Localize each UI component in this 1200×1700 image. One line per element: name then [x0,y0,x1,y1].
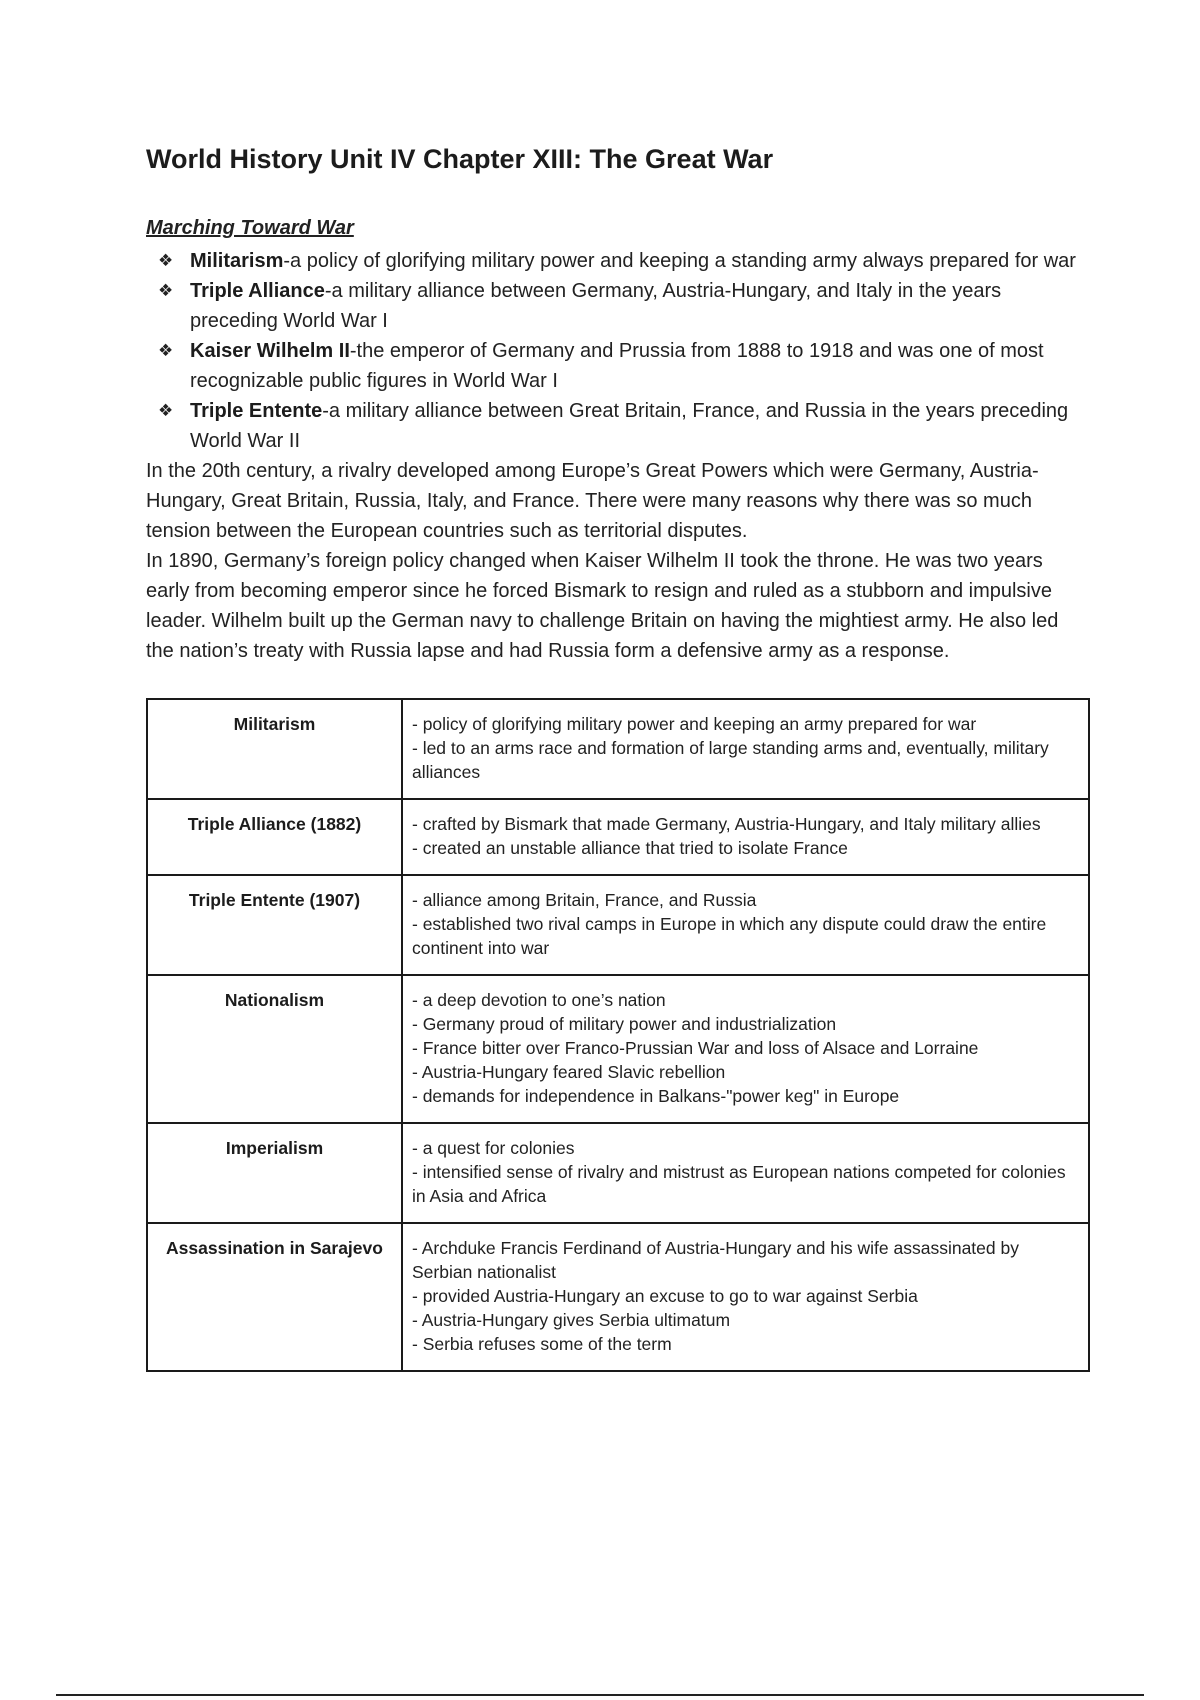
description-line: - Austria-Hungary feared Slavic rebellion [412,1062,726,1082]
description-line: - a quest for colonies [412,1138,575,1158]
table-term-cell: Assassination in Sarajevo [147,1223,402,1371]
description-line: - established two rival camps in Europe in which any dispute could draw the entire continent into war [412,914,1047,958]
list-item [158,396,1090,456]
table-description-cell [402,875,1089,975]
term-name: Kaiser Wilhelm II [190,340,350,362]
description-line: - led to an arms race and formation of large standing arms and, eventually, military alliances [412,738,1049,782]
description-line: - policy of glorifying military power and keeping an army prepared for war [412,714,977,734]
description-line: - demands for independence in Balkans-"power keg" in Europe [412,1086,900,1106]
table-description-cell [402,799,1089,875]
table-term-cell: Nationalism [147,975,402,1123]
list-item [158,246,1090,276]
description-line: - France bitter over Franco-Prussian War and loss of Alsace and Lorraine [412,1038,979,1058]
diamond-bullet-icon: ❖ [158,251,174,270]
term-definition: -a military alliance between Great Britain, France, and Russia in the years preceding World War II [190,400,1069,452]
diamond-bullet-icon: ❖ [158,281,174,300]
description-line: - crafted by Bismark that made Germany, Austria-Hungary, and Italy military allies [412,814,1041,834]
table-row [147,699,1089,799]
description-line: - Archduke Francis Ferdinand of Austria-Hungary and his wife assassinated by Serbian nationalist [412,1238,1019,1282]
body-paragraph: In 1890, Germany’s foreign policy changed when Kaiser Wilhelm II took the throne. He was two years early from becoming emperor since he forced Bismark to resign and ruled as a stubborn and impulsive leader. Wilhelm built up the German navy to challenge Britain on having the mightiest army. He also led the nation’s treaty with Russia lapse and had Russia form a defensive army as a response. [146,550,1059,662]
section-heading: Marching Toward War [146,217,354,239]
diamond-bullet-icon: ❖ [158,401,174,420]
description-line: - created an unstable alliance that tried to isolate France [412,838,848,858]
table-term-cell: Triple Alliance (1882) [147,799,402,875]
description-line: - intensified sense of rivalry and mistrust as European nations competed for colonies in Asia and Africa [412,1162,1066,1206]
diamond-bullet-icon: ❖ [158,341,174,360]
description-line: - Serbia refuses some of the term [412,1334,672,1354]
table-description-cell [402,1123,1089,1223]
table-row [147,1223,1089,1371]
causes-table [146,698,1090,1372]
list-item [158,336,1090,396]
term-name: Militarism [190,250,284,272]
page-title: World History Unit IV Chapter XIII: The Great War [146,144,774,174]
description-line: - Germany proud of military power and industrialization [412,1014,837,1034]
footer-divider [56,1694,1144,1696]
term-name: Triple Alliance [190,280,325,302]
table-term-cell: Imperialism [147,1123,402,1223]
table-row [147,875,1089,975]
description-line: - provided Austria-Hungary an excuse to go to war against Serbia [412,1286,918,1306]
table-row [147,975,1089,1123]
description-line: - alliance among Britain, France, and Russia [412,890,757,910]
term-list [146,246,1090,456]
list-item [158,276,1090,336]
table-term-cell: Triple Entente (1907) [147,875,402,975]
term-definition: -a military alliance between Germany, Austria-Hungary, and Italy in the years preceding World War I [190,280,1002,332]
table-description-cell [402,699,1089,799]
term-definition: -the emperor of Germany and Prussia from 1888 to 1918 and was one of most recognizable public figures in World War I [190,340,1044,392]
description-line: - Austria-Hungary gives Serbia ultimatum [412,1310,731,1330]
term-definition: -a policy of glorifying military power and keeping a standing army always prepared for war [283,250,1076,272]
table-term-cell: Militarism [147,699,402,799]
body-paragraph: In the 20th century, a rivalry developed among Europe’s Great Powers which were Germany, Austria-Hungary, Great Britain, Russia, Italy, and France. There were many reasons why there was so much tension between the European countries such as territorial disputes. [146,460,1039,542]
table-row [147,1123,1089,1223]
table-row [147,799,1089,875]
description-line: - a deep devotion to one’s nation [412,990,666,1010]
term-name: Triple Entente [190,400,323,422]
table-description-cell [402,975,1089,1123]
document-page [146,140,1090,1372]
table-description-cell [402,1223,1089,1371]
